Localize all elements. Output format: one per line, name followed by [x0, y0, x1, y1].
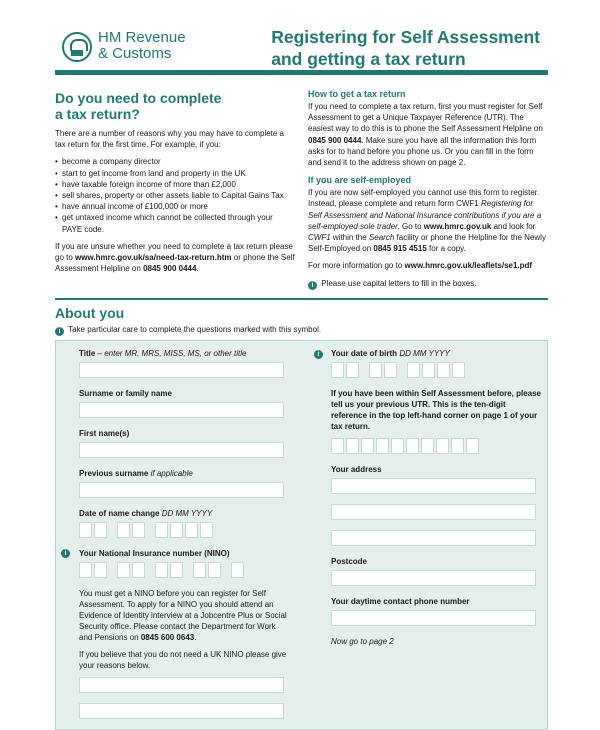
date-digit-box[interactable]: [200, 522, 213, 538]
utr-digit-box[interactable]: [451, 438, 464, 454]
list-item: • become a company director: [55, 156, 295, 167]
utr-digit-box[interactable]: [421, 438, 434, 454]
utr-digit-box[interactable]: [391, 438, 404, 454]
date-digit-box[interactable]: [155, 522, 168, 538]
header-divider: [55, 70, 548, 75]
date-digit-box[interactable]: [437, 362, 450, 378]
self-employed-heading: If you are self-employed: [308, 175, 412, 186]
capitals-note-text: Please use capital letters to fill in the boxes.: [321, 278, 477, 288]
utr-digit-box[interactable]: [406, 438, 419, 454]
dob-label: [331, 348, 541, 359]
name-change-label-text: Date of name change: [79, 509, 160, 518]
date-digit-box[interactable]: [79, 522, 92, 538]
how-to-phone: 0845 900 0444: [308, 135, 362, 145]
unsure-mid-text: or phone the Self Assessment Helpline on: [55, 253, 295, 274]
info-icon: i: [314, 350, 323, 359]
self-employed-text-5: facility or phone the Helpline for the Newly Self-Employed on: [308, 233, 546, 254]
utr-digit-box[interactable]: [346, 438, 359, 454]
postcode-label: Postcode: [331, 557, 368, 566]
intro-lead: There are a number of reasons why you may have to complete a tax return for the first time. For example, if you:: [55, 129, 285, 150]
title-label-text: Title: [79, 349, 96, 358]
date-digit-box[interactable]: [170, 522, 183, 538]
self-employed-text-1: If you are now self-employed you cannot use this form to register. Instead, please complete and return form CWF1: [308, 188, 540, 209]
section-divider: [55, 298, 548, 300]
utr-digit-box[interactable]: [361, 438, 374, 454]
how-to-section: [308, 88, 548, 296]
dob-hint: DD MM YYYY: [399, 349, 450, 358]
page-header: [0, 0, 600, 80]
date-digit-box[interactable]: [132, 522, 145, 538]
helpline-phone: 0845 900 0444: [143, 264, 197, 274]
crown-crest-icon: [62, 32, 92, 62]
phone-input[interactable]: [331, 610, 536, 626]
more-info-text: For more information go to: [308, 261, 403, 271]
capitals-note: [308, 278, 548, 290]
nino-char-box[interactable]: [170, 562, 183, 578]
utr-digit-box[interactable]: [466, 438, 479, 454]
date-digit-box[interactable]: [422, 362, 435, 378]
about-you-note: [55, 324, 321, 336]
previous-surname-label-text: Previous surname: [79, 469, 149, 478]
date-digit-box[interactable]: [452, 362, 465, 378]
list-item: • have annual income of £100,000 or more: [55, 201, 295, 212]
address-label: Your address: [331, 465, 382, 474]
intro-section: [55, 90, 295, 280]
name-change-hint: DD MM YYYY: [161, 509, 213, 518]
nino-char-box[interactable]: [94, 562, 107, 578]
nino-text-end: .: [194, 633, 197, 642]
address-line-2[interactable]: [331, 504, 536, 520]
intro-heading-line-1: Do you need to complete: [55, 90, 222, 106]
search-word: Search: [368, 233, 395, 243]
date-digit-box[interactable]: [346, 362, 359, 378]
hmrc-link[interactable]: www.hmrc.gov.uk: [423, 221, 492, 231]
how-to-text-1: If you need to complete a tax return, first you must register for Self Assessment to get a Unique Taxpayer Reference (UTR). The easiest way to do this is to phone the Self Assessment Helpline on: [308, 102, 543, 134]
utr-instructions: If you have been within Self Assessment before, please tell us your previous UTR. This is the ten-digit reference in the top left-hand corner on page 1 of your tax return.: [331, 389, 541, 431]
next-page-text: Now go to page 2: [331, 637, 394, 646]
about-you-title: About you: [55, 305, 125, 321]
no-nino-paragraph: If you believe that you do not need a UK NINO please give your reasons below.: [79, 650, 287, 670]
title-input[interactable]: [79, 362, 284, 378]
self-employed-text-2: Go to: [401, 221, 422, 231]
form-left-column: [79, 348, 289, 729]
need-tax-return-link[interactable]: www.hmrc.gov.uk/sa/need-tax-return.htm: [75, 253, 232, 263]
info-icon: i: [61, 549, 70, 558]
nino-char-box[interactable]: [132, 562, 145, 578]
date-digit-box[interactable]: [94, 522, 107, 538]
first-names-input[interactable]: [79, 442, 284, 458]
name-change-date-label: [79, 508, 289, 519]
title-hint: – enter MR, MRS, MISS, MS, or other title: [95, 349, 247, 358]
cwf1-form-name: Registering for Self Assessment and National Insurance contributions if you are a self-employed sole trader.: [308, 199, 542, 231]
phone-label: Your daytime contact phone number: [331, 597, 470, 606]
document-title: [271, 26, 540, 70]
previous-surname-hint: if applicable: [148, 469, 193, 478]
logo-line-2: & Customs: [98, 45, 172, 62]
nino-label: Your National Insurance number (NINO): [79, 549, 230, 558]
self-employed-paragraph: [308, 187, 548, 254]
first-names-label: First name(s): [79, 429, 130, 438]
how-to-heading: How to get a tax return: [308, 89, 406, 99]
nino-paragraph: [79, 588, 289, 643]
about-you-note-text: Take particular care to complete the questions marked with this symbol.: [68, 325, 322, 334]
self-employed-phone: 0845 915 4515: [373, 244, 427, 254]
more-info-paragraph: [308, 260, 548, 271]
unsure-end: .: [196, 264, 199, 274]
title-label: [79, 348, 289, 359]
date-digit-box[interactable]: [407, 362, 420, 378]
no-nino-reason-input-2[interactable]: [79, 703, 284, 719]
dob-label-text: Your date of birth: [331, 349, 398, 358]
se1-leaflet-link[interactable]: www.hmrc.gov.uk/leaflets/se1.pdf: [404, 261, 533, 271]
nino-char-box[interactable]: [155, 562, 168, 578]
list-item: • sell shares, property or other assets liable to Capital Gains Tax: [55, 190, 295, 201]
logo-line-1: HM Revenue: [98, 29, 186, 46]
utr-boxes: [331, 438, 541, 454]
address-line-3[interactable]: [331, 530, 536, 546]
no-nino-reason-input[interactable]: [79, 677, 284, 693]
utr-digit-box[interactable]: [376, 438, 389, 454]
self-employed-text-4: within the: [332, 233, 367, 243]
name-change-date-boxes: [79, 522, 289, 538]
next-page-note: [331, 636, 541, 647]
previous-surname-input[interactable]: [79, 482, 284, 498]
postcode-input[interactable]: [331, 570, 536, 586]
utr-digit-box[interactable]: [331, 438, 344, 454]
nino-char-box[interactable]: [231, 562, 244, 578]
date-digit-box[interactable]: [331, 362, 344, 378]
dob-boxes: [331, 362, 541, 378]
reasons-list: [55, 156, 295, 234]
previous-surname-label: [79, 468, 289, 479]
list-item: • get untaxed income which cannot be collected through your PAYE code.: [55, 212, 295, 234]
intro-heading-line-2: a tax return?: [55, 106, 140, 122]
address-line-1[interactable]: [331, 478, 536, 494]
date-digit-box[interactable]: [185, 522, 198, 538]
date-digit-box[interactable]: [384, 362, 397, 378]
utr-digit-box[interactable]: [436, 438, 449, 454]
nino-char-box[interactable]: [79, 562, 92, 578]
self-employed-text-6: for a copy.: [429, 244, 466, 254]
how-to-text-2: . Make sure you have all the information this form asks for to hand before you phone us. Or you can fill in the form and send it to the address shown on page 2.: [308, 135, 537, 168]
nino-boxes: [79, 562, 289, 578]
document-title-line-1: Registering for Self Assessment: [271, 27, 540, 47]
form-right-column: [331, 348, 541, 653]
nino-char-box[interactable]: [193, 562, 206, 578]
info-icon: i: [55, 327, 64, 336]
dwp-phone: 0845 600 0643: [140, 633, 195, 642]
hmrc-logo: [62, 30, 186, 62]
nino-char-box[interactable]: [208, 562, 221, 578]
list-item: • start to get income from land and property in the UK: [55, 168, 295, 179]
nino-text: You must get a NINO before you can register for Self Assessment. To apply for a NINO you should attend an Evidence of Identity interview at a Jobcentre Plus or Social Security office. Please contact the Department for Work and Pensions on: [79, 589, 287, 642]
cwf1-code: CWF1: [308, 233, 331, 243]
unsure-text: If you are unsure whether you need to complete a tax return please go to: [55, 241, 293, 263]
unsure-paragraph: [55, 241, 295, 275]
date-digit-box[interactable]: [369, 362, 382, 378]
surname-input[interactable]: [79, 402, 284, 418]
list-item: • have taxable foreign income of more than £2,000: [55, 179, 295, 190]
logo-text: [98, 30, 186, 62]
intro-heading: [55, 90, 295, 122]
nino-char-box[interactable]: [117, 562, 130, 578]
surname-label: Surname or family name: [79, 389, 172, 398]
document-title-line-2: and getting a tax return: [271, 49, 466, 69]
self-employed-text-3: and look for: [493, 221, 536, 231]
info-icon: i: [308, 281, 317, 290]
how-to-paragraph: [308, 101, 548, 168]
date-digit-box[interactable]: [117, 522, 130, 538]
